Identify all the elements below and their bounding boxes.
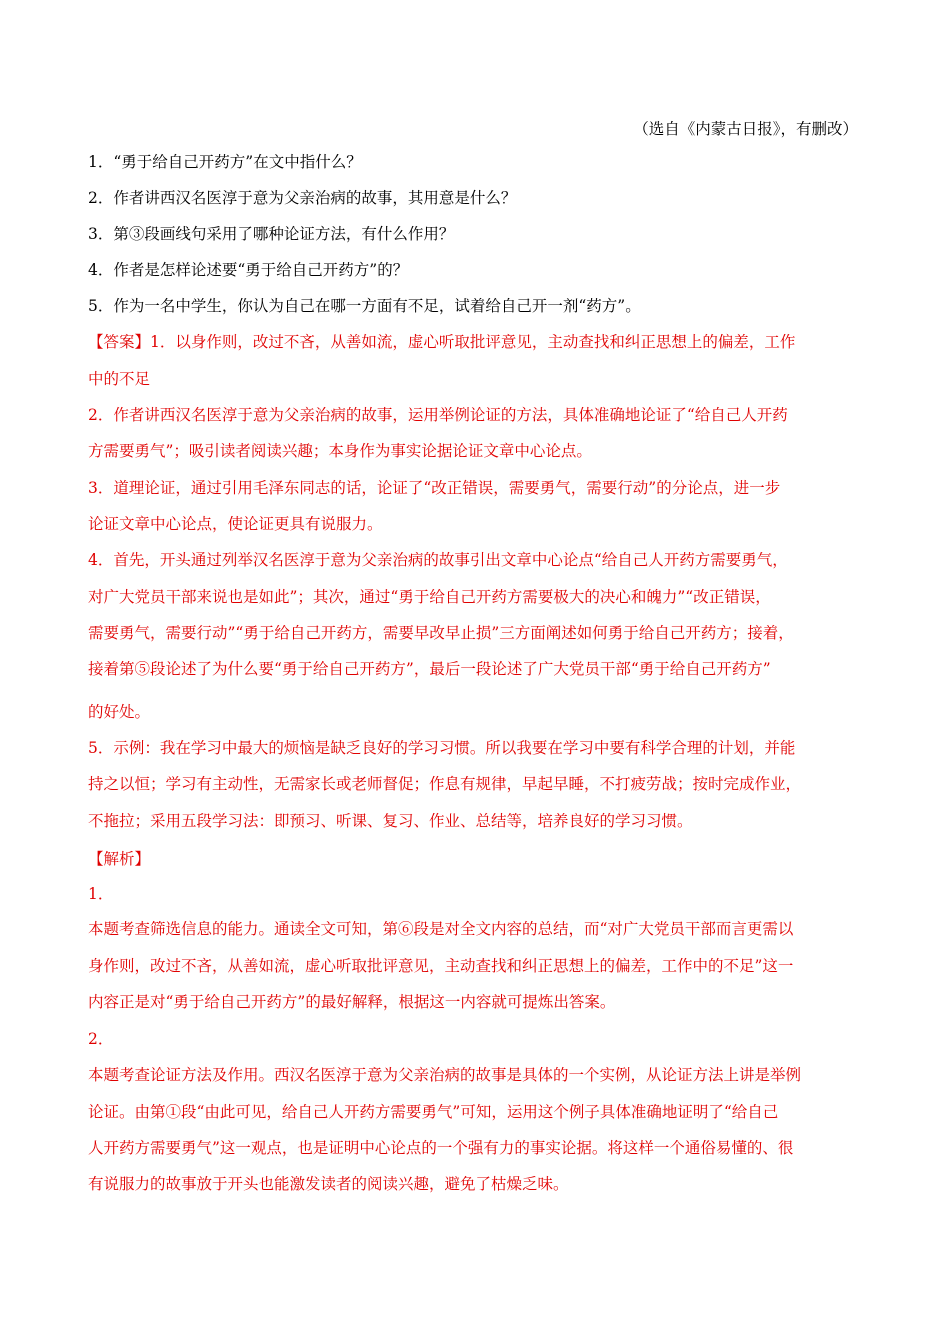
analysis-number: 1．	[88, 885, 114, 903]
question-4: 4．作者是怎样论述要“勇于给自己开药方”的？	[88, 261, 409, 279]
answer-line: 方需要勇气”；吸引读者阅读兴趣；本身作为事实论据论证文章中心论点。	[88, 442, 592, 460]
answer-line: 的好处。	[88, 703, 151, 721]
answer-line: 5．示例：我在学习中最大的烦恼是缺乏良好的学习习惯。所以我要在学习中要有科学合理的计划，并能	[88, 739, 796, 757]
analysis-line: 有说服力的故事放于开头也能激发读者的阅读兴趣，避免了枯燥乏味。	[88, 1175, 569, 1193]
answer-line: 不拖拉；采用五段学习法：即预习、听课、复习、作业、总结等，培养良好的学习习惯。	[88, 812, 693, 830]
source-citation: （选自《内蒙古日报》，有删改）	[633, 120, 858, 138]
answer-line: 持之以恒；学习有主动性，无需家长或老师督促；作息有规律，早起早睡，不打疲劳战；按时完成作业，	[88, 775, 802, 793]
analysis-line: 内容正是对“勇于给自己开药方”的最好解释，根据这一内容就可提炼出答案。	[88, 993, 616, 1011]
question-3: 3．第③段画线句采用了哪种论证方法，有什么作用？	[88, 225, 455, 243]
question-2: 2．作者讲西汉名医淳于意为父亲治病的故事，其用意是什么？	[88, 189, 517, 207]
answer-line: 3．道理论证，通过引用毛泽东同志的话，论证了“改正错误，需要勇气，需要行动”的分论点，进一步	[88, 479, 781, 497]
analysis-line: 本题考查论证方法及作用。西汉名医淳于意为父亲治病的故事是具体的一个实例，从论证方法上讲是举例	[88, 1066, 802, 1084]
answer-line: 2．作者讲西汉名医淳于意为父亲治病的故事，运用举例论证的方法，具体准确地论证了“给自己人开药	[88, 406, 788, 424]
answer-line: 接着第⑤段论述了为什么要“勇于给自己开药方”，最后一段论述了广大党员干部“勇于给自己开药方”	[88, 660, 771, 678]
answer-line: 4．首先，开头通过列举汉名医淳于意为父亲治病的故事引出文章中心论点“给自己人开药方需要勇气，	[88, 551, 788, 569]
answer-line: 需要勇气，需要行动”“勇于给自己开药方，需要早改早止损”三方面阐述如何勇于给自己开药方；接着，	[88, 624, 794, 642]
analysis-line: 论证。由第①段“由此可见，给自己人开药方需要勇气”可知，运用这个例子具体准确地证明了“给自己	[88, 1103, 779, 1121]
answer-line: 对广大党员干部来说也是如此”；其次，通过“勇于给自己开药方需要极大的决心和魄力”“改正错误，	[88, 588, 771, 606]
question-1: 1．“勇于给自己开药方”在文中指什么？	[88, 153, 362, 171]
answer-line: 中的不足	[88, 370, 151, 388]
analysis-heading: 【解析】	[88, 850, 151, 868]
answer-line: 论证文章中心论点，使论证更具有说服力。	[88, 515, 383, 533]
analysis-line: 人开药方需要勇气”这一观点，也是证明中心论点的一个强有力的事实论据。将这样一个通俗易懂的、很	[88, 1139, 794, 1157]
answer-line: 【答案】1．以身作则，改过不吝，从善如流，虚心听取批评意见，主动查找和纠正思想上的偏差，工作	[88, 333, 796, 351]
question-5: 5．作为一名中学生，你认为自己在哪一方面有不足，试着给自己开一剂“药方”。	[88, 297, 641, 315]
analysis-line: 身作则，改过不吝，从善如流，虚心听取批评意见，主动查找和纠正思想上的偏差，工作中的不足”这一	[88, 957, 794, 975]
analysis-line: 本题考查筛选信息的能力。通读全文可知，第⑥段是对全文内容的总结，而“对广大党员干部而言更需以	[88, 920, 794, 938]
analysis-number: 2．	[88, 1030, 114, 1048]
